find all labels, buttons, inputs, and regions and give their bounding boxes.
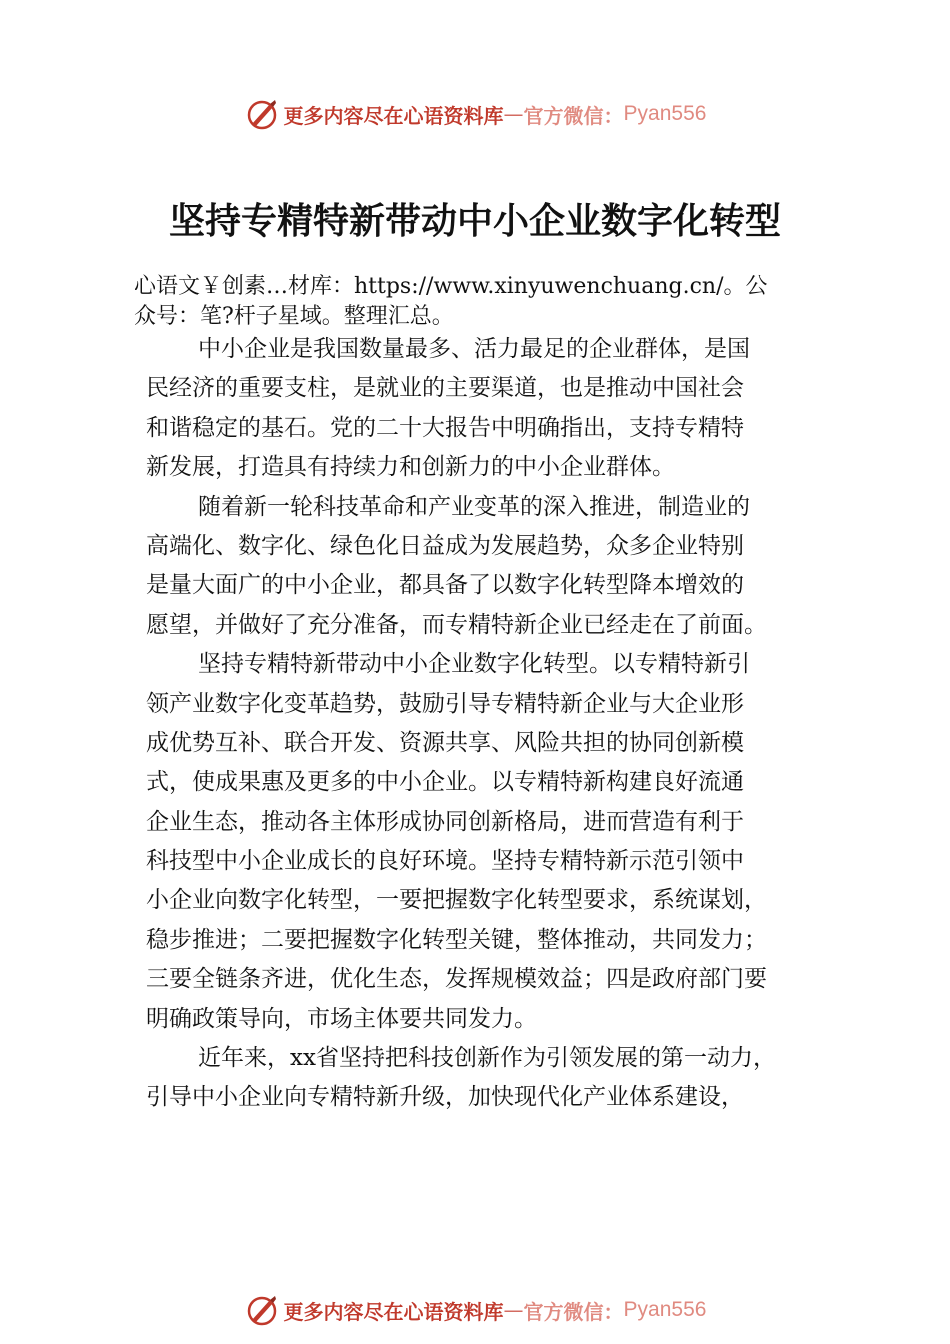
banner-text: 更多内容尽在心语资料库	[283, 1299, 504, 1324]
body-line: 近年来，xx省坚持把科技创新作为引领发展的第一动力，	[198, 1045, 776, 1072]
brush-logo-icon	[244, 1292, 280, 1328]
body-line: 稳步推进；二要把握数字化转型关键，整体推动，共同发力；	[146, 926, 767, 953]
document-title: 坚持专精特新带动中小企业数字化转型	[168, 200, 781, 242]
source-note	[134, 272, 834, 332]
banner-wechat-label: 官方微信：	[523, 103, 624, 128]
body-line: 民经济的重要支柱，是就业的主要渠道，也是推动中国社会	[146, 375, 744, 402]
source-line: 众号：笔?杆子星域。整理汇总。	[134, 304, 454, 329]
body-line: 随着新一轮科技革命和产业变革的深入推进，制造业的	[198, 493, 750, 520]
source-line: 心语文￥创素…材库：https://www.xinyuwenchuang.cn/。公	[134, 274, 768, 299]
banner-separator: —	[503, 102, 524, 126]
body-line: 科技型中小企业成长的良好环境。坚持专精特新示范引领中	[146, 848, 744, 875]
banner-wechat-id: Pyan556	[623, 1298, 707, 1321]
document-body	[146, 330, 846, 1118]
body-line: 明确政策导向，市场主体要共同发力。	[146, 1005, 537, 1032]
banner-text: 更多内容尽在心语资料库	[283, 103, 504, 128]
body-line: 新发展，打造具有持续力和创新力的中小企业群体。	[146, 454, 675, 481]
body-line: 企业生态，推动各主体形成协同创新格局，进而营造有利于	[146, 808, 744, 835]
banner-separator: —	[503, 1298, 524, 1322]
body-line: 高端化、数字化、绿色化日益成为发展趋势，众多企业特别	[146, 532, 744, 559]
body-line: 领产业数字化变革趋势，鼓励引导专精特新企业与大企业形	[146, 690, 744, 717]
header-banner	[0, 92, 950, 136]
body-line: 中小企业是我国数量最多、活力最足的企业群体，是国	[198, 336, 750, 362]
footer-banner	[0, 1288, 950, 1332]
banner-wechat-label: 官方微信：	[523, 1299, 624, 1324]
body-line: 坚持专精特新带动中小企业数字化转型。以专精特新引	[198, 651, 750, 678]
banner-wechat-id: Pyan556	[623, 102, 707, 125]
body-line: 式，使成果惠及更多的中小企业。以专精特新构建良好流通	[146, 769, 744, 796]
body-line: 成优势互补、联合开发、资源共享、风险共担的协同创新模	[146, 729, 744, 756]
body-line: 引导中小企业向专精特新升级，加快现代化产业体系建设，	[146, 1084, 744, 1111]
body-line: 小企业向数字化转型，一要把握数字化转型要求，系统谋划，	[146, 887, 767, 914]
body-line: 愿望，并做好了充分准备，而专精特新企业已经走在了前面。	[146, 611, 767, 638]
body-line: 是量大面广的中小企业，都具备了以数字化转型降本增效的	[146, 572, 744, 599]
body-line: 和谐稳定的基石。党的二十大报告中明确指出，支持专精特	[146, 414, 744, 441]
brush-logo-icon	[244, 96, 280, 132]
body-line: 三要全链条齐进，优化生态，发挥规模效益；四是政府部门要	[146, 966, 767, 993]
